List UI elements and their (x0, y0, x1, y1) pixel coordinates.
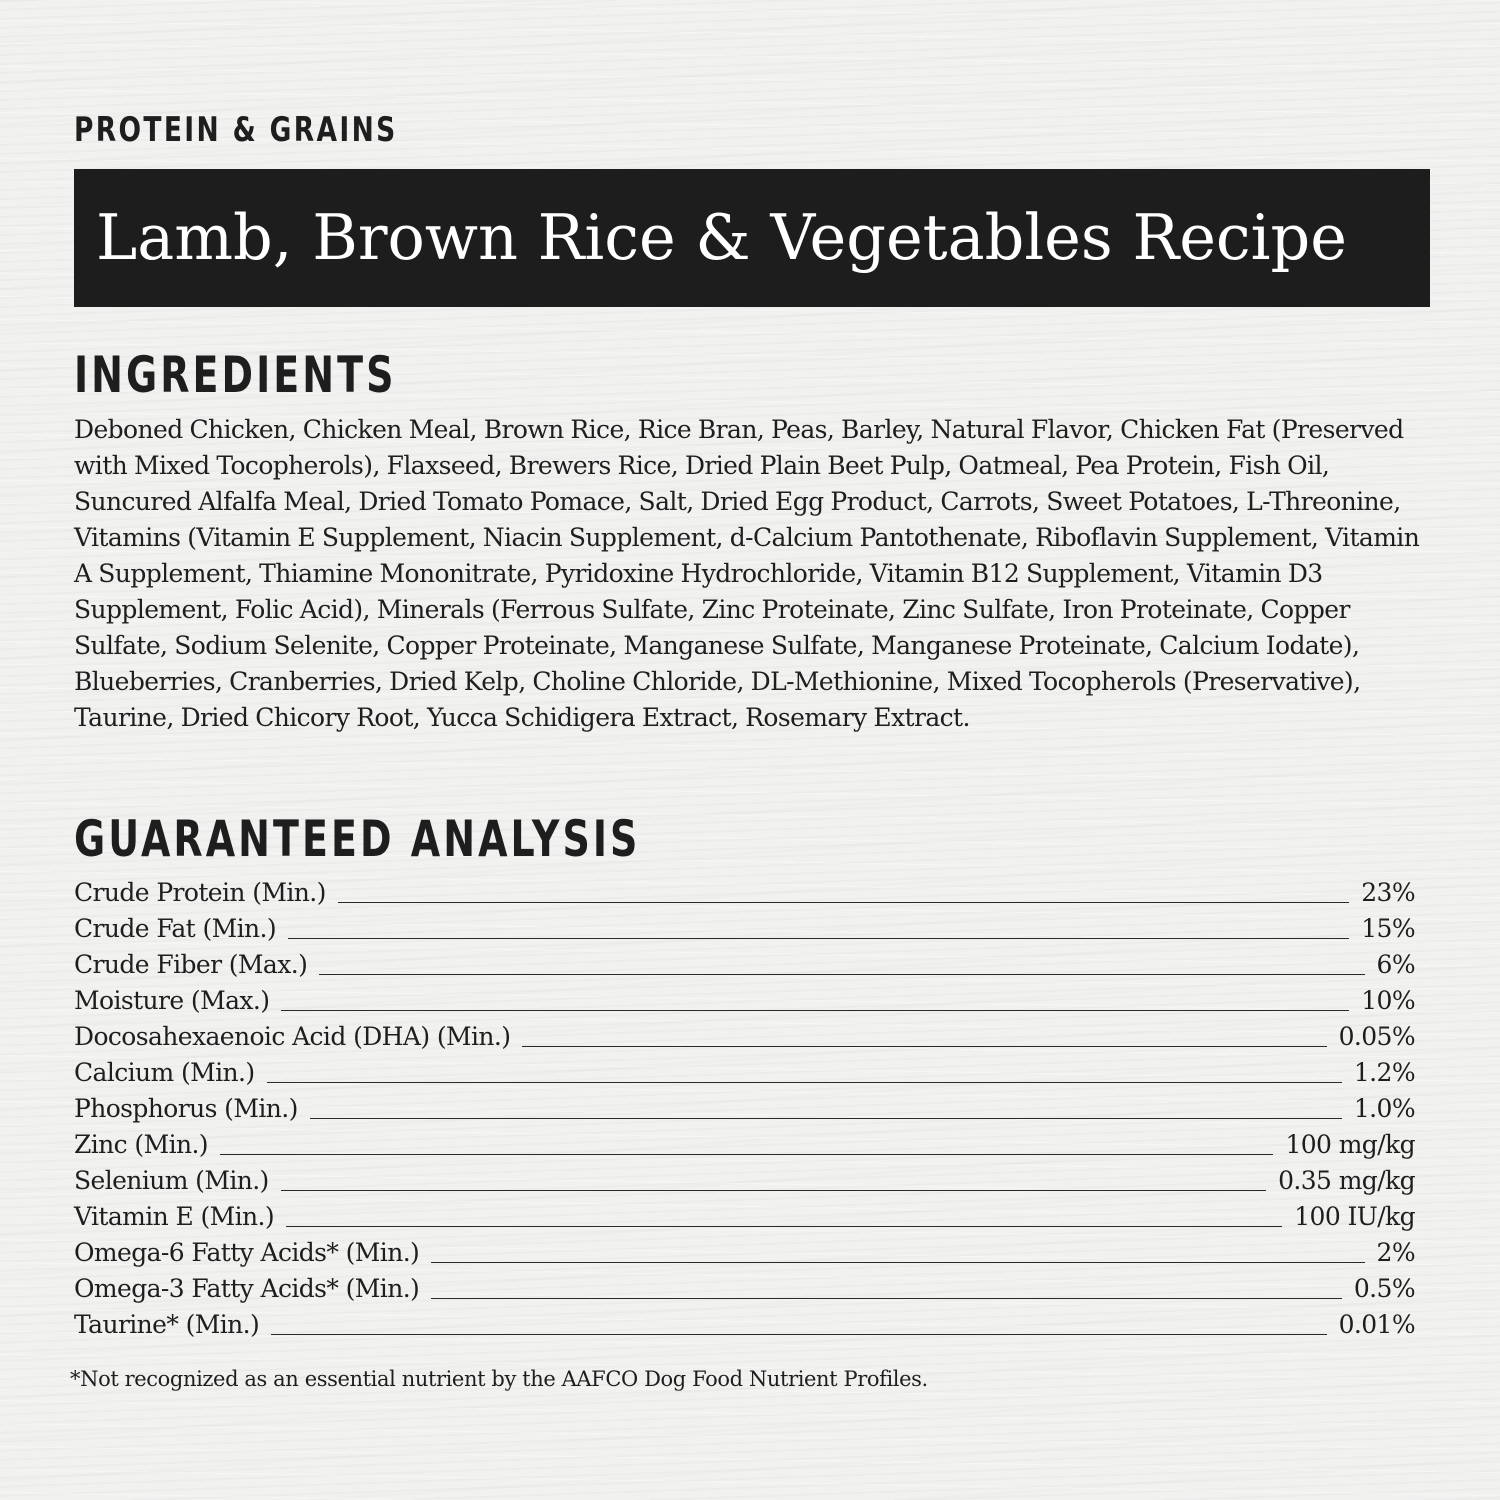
analysis-row (74, 1018, 1415, 1054)
recipe-title: Lamb, Brown Rice & Vegetables Recipe (96, 201, 1347, 274)
dotted-leader-line (522, 1045, 1326, 1047)
analysis-row (74, 1054, 1415, 1090)
dotted-leader-line (431, 1261, 1364, 1263)
analysis-row (74, 1090, 1415, 1126)
dotted-leader-line (431, 1297, 1342, 1299)
guaranteed-analysis-table (74, 874, 1415, 1342)
analysis-row-value: 1.0% (1353, 1094, 1415, 1123)
analysis-row-label: Omega-3 Fatty Acids* (Min.) (74, 1274, 420, 1303)
analysis-row (74, 946, 1415, 982)
dotted-leader-line (288, 937, 1349, 939)
analysis-row-label: Crude Fat (Min.) (74, 914, 277, 943)
analysis-row (74, 874, 1415, 910)
analysis-row-label: Crude Protein (Min.) (74, 878, 326, 907)
analysis-row-value: 23% (1361, 878, 1415, 907)
dotted-leader-line (267, 1081, 1342, 1083)
analysis-row (74, 1234, 1415, 1270)
footnote: *Not recognized as an essential nutrient by the AAFCO Dog Food Nutrient Profiles. (70, 1367, 928, 1391)
analysis-row-value: 2% (1376, 1238, 1415, 1267)
dotted-leader-line (310, 1117, 1342, 1119)
analysis-row (74, 982, 1415, 1018)
analysis-row-value: 15% (1361, 914, 1415, 943)
analysis-row-value: 6% (1376, 950, 1415, 979)
title-banner (74, 169, 1430, 307)
dotted-leader-line (281, 1009, 1349, 1011)
analysis-row (74, 1306, 1415, 1342)
analysis-row-label: Zinc (Min.) (74, 1130, 208, 1159)
analysis-row-label: Taurine* (Min.) (74, 1310, 260, 1339)
analysis-row (74, 1270, 1415, 1306)
analysis-row-value: 0.35 mg/kg (1278, 1166, 1415, 1195)
analysis-row-value: 100 IU/kg (1294, 1202, 1415, 1231)
dotted-leader-line (271, 1333, 1326, 1335)
analysis-row-value: 0.5% (1353, 1274, 1415, 1303)
dotted-leader-line (338, 901, 1349, 903)
ingredients-heading: INGREDIENTS (74, 346, 397, 404)
analysis-row (74, 1198, 1415, 1234)
analysis-row-label: Moisture (Max.) (74, 986, 270, 1015)
analysis-row-value: 0.01% (1338, 1310, 1415, 1339)
analysis-row-label: Docosahexaenoic Acid (DHA) (Min.) (74, 1022, 511, 1051)
analysis-row (74, 1126, 1415, 1162)
dotted-leader-line (220, 1153, 1273, 1155)
guaranteed-analysis-heading: GUARANTEED ANALYSIS (74, 810, 641, 868)
dotted-leader-line (286, 1225, 1282, 1227)
analysis-row-label: Crude Fiber (Max.) (74, 950, 308, 979)
analysis-row (74, 910, 1415, 946)
analysis-row-value: 100 mg/kg (1285, 1130, 1415, 1159)
analysis-row-label: Calcium (Min.) (74, 1058, 255, 1087)
analysis-row-label: Vitamin E (Min.) (74, 1202, 275, 1231)
dotted-leader-line (319, 973, 1364, 975)
analysis-row-label: Selenium (Min.) (74, 1166, 269, 1195)
analysis-row-label: Omega-6 Fatty Acids* (Min.) (74, 1238, 420, 1267)
analysis-row-value: 1.2% (1353, 1058, 1415, 1087)
dotted-leader-line (281, 1189, 1266, 1191)
ingredients-text: Deboned Chicken, Chicken Meal, Brown Rice, Rice Bran, Peas, Barley, Natural Flavor, Chicken Fat (Preserved with Mixed Tocopherols), Flaxseed, Brewers Rice, Dried Plain Beet Pulp, Oatmeal, Pea Protein, Fish Oil, Suncured Alfalfa Meal, Dried Tomato Pomace, Salt, Dried Egg Product, Carrots, Sweet Potatoes, L-Threonine, Vitamins (Vitamin E Supplement, Niacin Supplement, d-Calcium Pantothenate, Riboflavin Supplement, Vitamin A Supplement, Thiamine Mononitrate, Pyridoxine Hydrochloride, Vitamin B12 Supplement, Vitamin D3 Supplement, Folic Acid), Minerals (Ferrous Sulfate, Zinc Proteinate, Zinc Sulfate, Iron Proteinate, Copper Sulfate, Sodium Selenite, Copper Proteinate, Manganese Sulfate, Manganese Proteinate, Calcium Iodate), Blueberries, Cranberries, Dried Kelp, Choline Chloride, DL-Methionine, Mixed Tocopherols (Preservative), Taurine, Dried Chicory Root, Yucca Schidigera Extract, Rosemary Extract. (74, 415, 1420, 732)
analysis-row-value: 0.05% (1338, 1022, 1415, 1051)
nutrition-label-page (70, 0, 1430, 1500)
category-label: PROTEIN & GRAINS (74, 110, 398, 150)
analysis-row-label: Phosphorus (Min.) (74, 1094, 298, 1123)
analysis-row-value: 10% (1361, 986, 1415, 1015)
analysis-row (74, 1162, 1415, 1198)
